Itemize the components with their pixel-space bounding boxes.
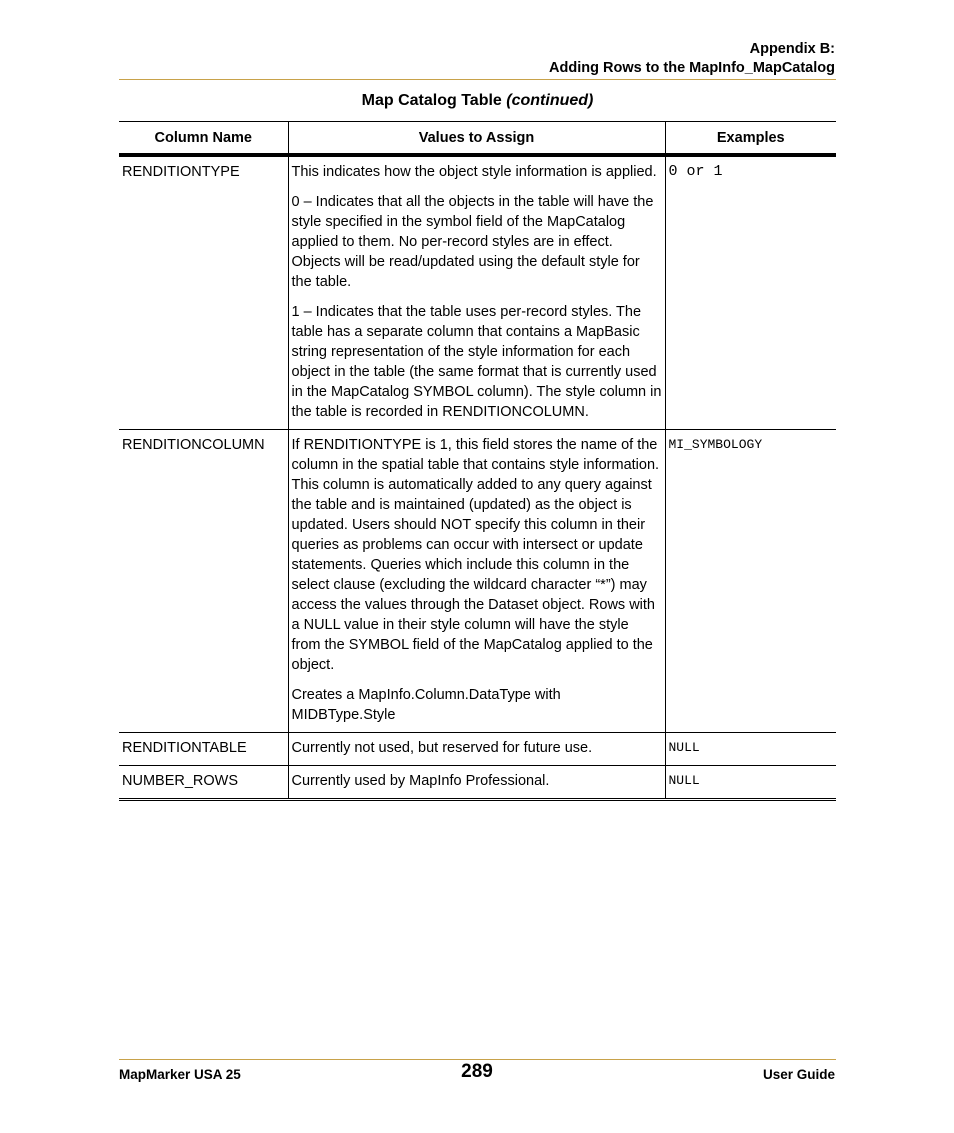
column-header-values: Values to Assign [288,122,665,156]
value-paragraph: 0 – Indicates that all the objects in the table will have the style specified in the symbol field of the MapCatalog applied to them. No per-record styles are in effect. Objects will be read/updated using the default style for the table. [291,194,654,290]
value-paragraph: 1 – Indicates that the table uses per-record styles. The table has a separate column that contains a MapBasic string representation of the style information for each object in the table (the same format that is currently used in the MapCatalog SYMBOL column). The style column in the table is recorded in RENDITIONCOLUMN. [291,304,662,420]
value-paragraph: Creates a MapInfo.Column.DataType with MIDBType.Style [291,687,561,723]
table-title-text: Map Catalog Table [361,92,502,109]
table-header-row [119,122,836,156]
table-title-continued: (continued) [506,92,594,109]
column-header-examples: Examples [665,122,836,156]
table-row [119,155,836,430]
cell-column-name: RENDITIONTABLE [119,733,288,766]
map-catalog-table [119,121,836,801]
footer-rule [119,1059,836,1060]
cell-values [288,766,665,800]
cell-column-name: RENDITIONTYPE [119,155,288,430]
cell-example: NULL [665,766,836,800]
cell-values [288,155,665,430]
footer-product-name: MapMarker USA 25 [119,1067,241,1082]
cell-column-name: RENDITIONCOLUMN [119,430,288,733]
table-row [119,430,836,733]
cell-example: MI_SYMBOLOGY [665,430,836,733]
value-paragraph: Currently used by MapInfo Professional. [291,773,550,789]
cell-values [288,733,665,766]
cell-column-name: NUMBER_ROWS [119,766,288,800]
value-paragraph: Currently not used, but reserved for future use. [291,740,593,756]
table-row [119,766,836,800]
value-paragraph: If RENDITIONTYPE is 1, this field stores the name of the column in the spatial table that contains style information. This column is automatically added to any query against the table and is maintained (updated) as the object is updated. Users should NOT specify this column in their queries as problems can occur with intersect or update statements. Queries which include this column in the select clause (excluding the wildcard character “*”) may access the values through the Dataset object. Rows with a NULL value in their style column will have the style from the SYMBOL field of the MapCatalog applied to the object. [291,437,660,673]
running-header [549,40,835,78]
table-title [119,92,836,110]
cell-values [288,430,665,733]
column-header-name: Column Name [119,122,288,156]
page-number: 289 [461,1061,493,1082]
header-rule [119,79,836,80]
header-appendix: Appendix B: [749,41,835,57]
header-section-title: Adding Rows to the MapInfo_MapCatalog [549,60,835,76]
value-paragraph: This indicates how the object style information is applied. [291,164,657,180]
cell-example: 0 or 1 [665,155,836,430]
table-row [119,733,836,766]
footer-doc-type: User Guide [762,1067,835,1082]
cell-example: NULL [665,733,836,766]
